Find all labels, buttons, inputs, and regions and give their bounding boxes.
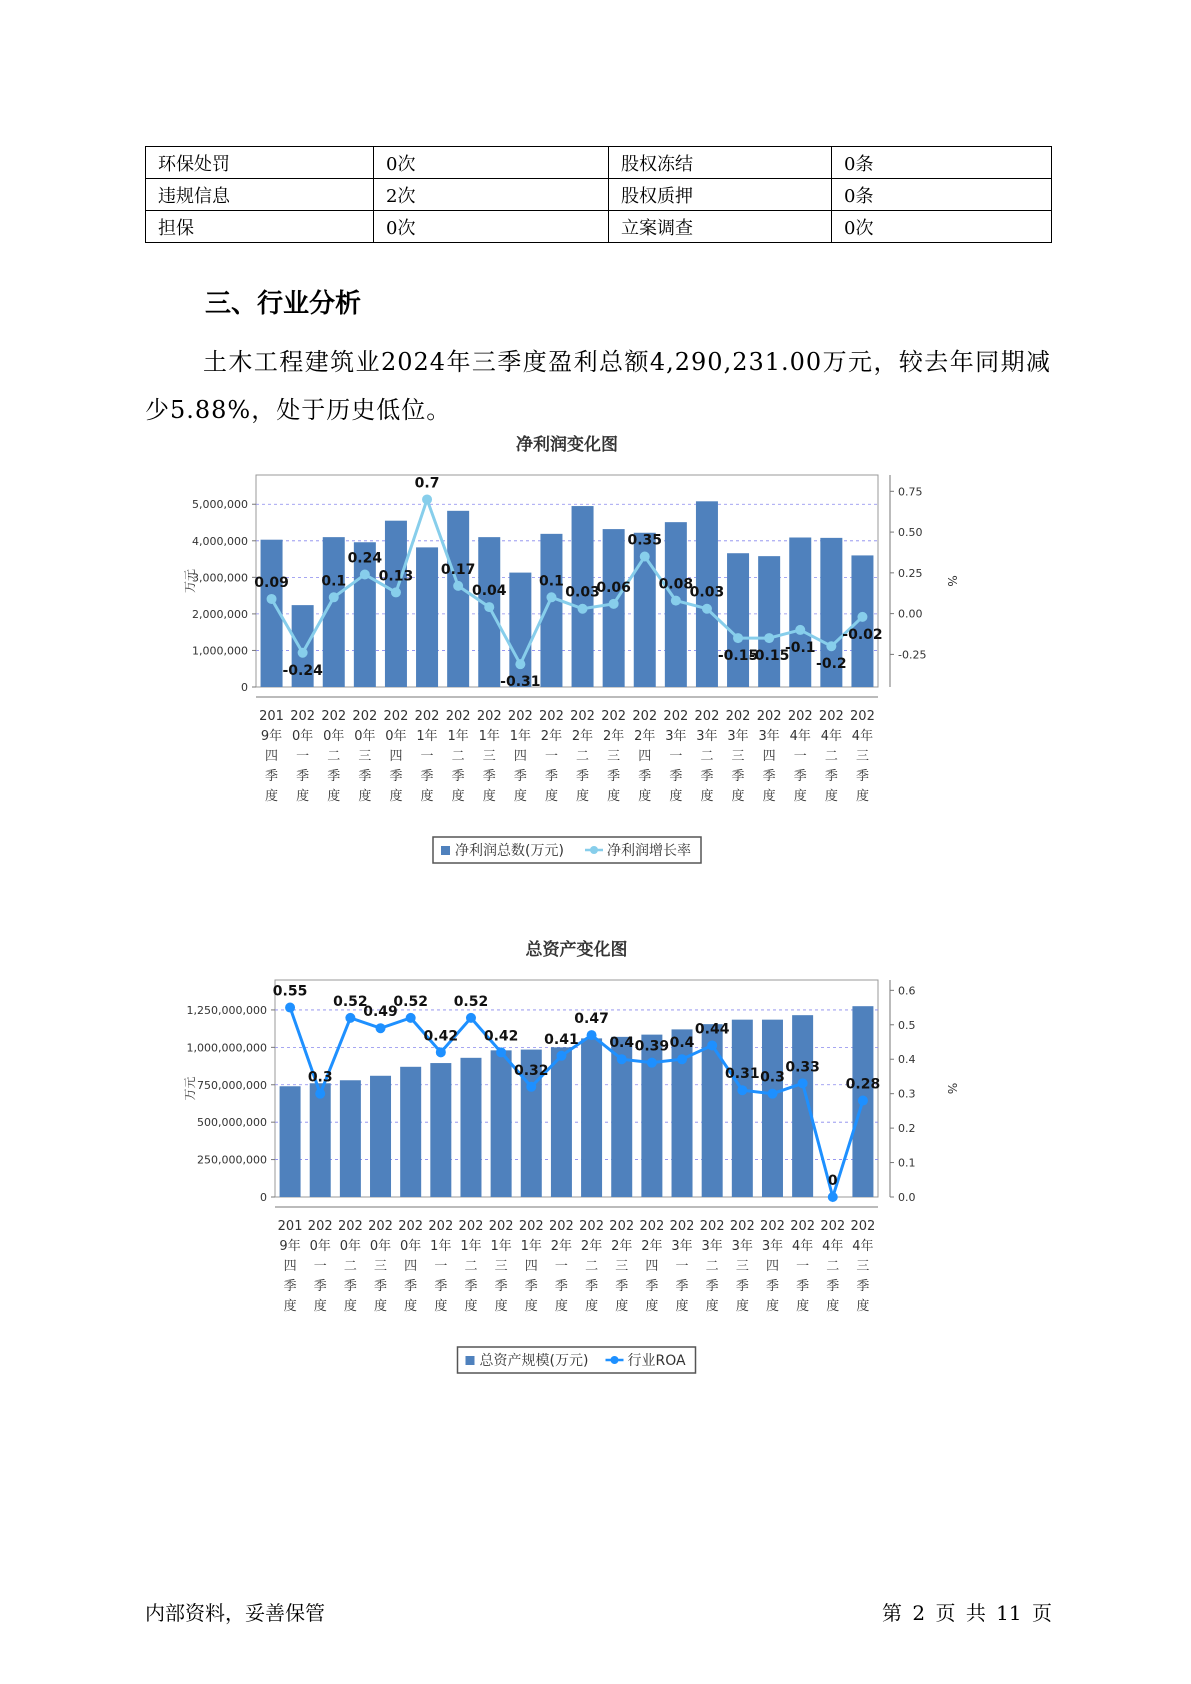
data-label: 0.06 — [596, 579, 631, 596]
data-point — [737, 1085, 747, 1095]
risk-summary-table — [145, 146, 1052, 243]
data-label: 0.31 — [725, 1066, 760, 1083]
x-tick-label: 202 2年一季度 — [539, 709, 564, 804]
y2-tick-label: 0.2 — [898, 1122, 916, 1136]
x-tick-label: 202 2年二季度 — [579, 1219, 604, 1314]
data-point — [857, 612, 867, 622]
y-tick-label: 4,000,000 — [192, 534, 248, 548]
legend-line-marker — [611, 1356, 619, 1364]
data-point — [315, 1089, 325, 1099]
section-heading: 三、行业分析 — [205, 289, 362, 319]
bar — [551, 1047, 572, 1197]
bar — [385, 521, 407, 687]
x-tick-label: 202 3年三季度 — [725, 709, 751, 804]
bar — [509, 573, 531, 687]
data-label: -0.15 — [748, 648, 790, 665]
section-paragraph: 土木工程建筑业2024年三季度盈利总额4,290,231.00万元，较去年同期减少5.88%，处于历史低位。 — [145, 348, 1051, 424]
y2-tick-label: 0.75 — [898, 485, 923, 499]
x-tick-label: 202 3年四季度 — [756, 709, 782, 804]
total-assets-chart-svg — [180, 940, 1000, 1410]
y2-tick-label: 0.6 — [898, 984, 916, 998]
x-tick-label: 202 1年四季度 — [518, 1219, 544, 1314]
data-point — [345, 1013, 355, 1023]
bar — [789, 538, 811, 687]
table-cell-label: 股权质押 — [609, 179, 832, 211]
data-label: 0.39 — [634, 1038, 670, 1055]
net-profit-chart-svg — [180, 435, 1000, 910]
x-tick-label: 202 0年四季度 — [383, 709, 409, 804]
data-label: 0.1 — [539, 573, 564, 590]
data-point — [285, 1003, 295, 1013]
data-point — [764, 633, 774, 643]
x-tick-label: 202 1年三季度 — [488, 1219, 514, 1314]
legend-bar-label: 总资产规模(万元) — [479, 1353, 589, 1369]
data-label: 0.03 — [689, 584, 725, 601]
data-label: 0.04 — [471, 583, 507, 600]
bar — [416, 547, 438, 687]
data-point — [391, 587, 401, 597]
data-point — [329, 592, 339, 602]
y-tick-label: 250,000,000 — [197, 1153, 267, 1167]
x-tick-label: 202 4年三季度 — [850, 709, 875, 804]
y2-tick-label: 0.3 — [898, 1087, 916, 1101]
data-label: 0.47 — [574, 1011, 609, 1028]
x-tick-label: 201 9年四季度 — [277, 1219, 303, 1314]
data-point — [496, 1047, 506, 1057]
table-cell-label: 违规信息 — [146, 179, 374, 211]
y-tick-label: 5,000,000 — [192, 498, 248, 512]
x-tick-label: 202 4年一季度 — [787, 709, 813, 804]
data-label: -0.31 — [500, 674, 541, 691]
data-label: 0.08 — [658, 576, 694, 593]
bar — [430, 1063, 451, 1197]
data-point — [702, 604, 712, 614]
x-tick-label: 201 9年四季度 — [259, 709, 284, 804]
y2-tick-label: 0.50 — [898, 526, 923, 540]
chart-title: 总资产变化图 — [525, 940, 628, 960]
footer-note: 内部资料，妥善保管 — [145, 1601, 325, 1625]
y-axis-label: 万元 — [183, 1076, 197, 1101]
x-tick-label: 202 2年三季度 — [609, 1219, 635, 1314]
data-label: -0.1 — [784, 639, 816, 656]
data-point — [453, 581, 463, 591]
x-tick-label: 202 0年二季度 — [337, 1219, 363, 1314]
x-tick-label: 202 1年四季度 — [507, 709, 533, 804]
y-tick-label: 500,000,000 — [197, 1116, 267, 1130]
data-label: 0.42 — [423, 1028, 459, 1045]
x-tick-label: 202 1年二季度 — [445, 709, 471, 804]
data-point — [826, 641, 836, 651]
data-label: 0.33 — [785, 1059, 820, 1076]
bar — [310, 1083, 331, 1197]
table-cell-value: 0次 — [374, 147, 609, 179]
data-label: -0.24 — [282, 662, 323, 679]
data-label: 0.55 — [272, 983, 308, 1000]
table-cell-value: 0条 — [832, 179, 1052, 211]
x-tick-label: 202 2年三季度 — [601, 709, 627, 804]
data-point — [795, 625, 805, 635]
y2-tick-label: 0.00 — [898, 607, 923, 621]
data-label: 0.4 — [669, 1035, 695, 1052]
x-tick-label: 202 3年二季度 — [694, 709, 720, 804]
y2-tick-label: 0.4 — [898, 1053, 916, 1067]
bar — [732, 1020, 753, 1197]
bar — [762, 1020, 783, 1197]
data-label: 0.44 — [694, 1021, 730, 1038]
x-tick-label: 202 3年二季度 — [699, 1219, 725, 1314]
table-cell-label: 担保 — [146, 211, 374, 243]
y-tick-label: 750,000,000 — [197, 1078, 267, 1092]
bar — [491, 1050, 512, 1197]
y2-tick-label: 0.5 — [898, 1018, 916, 1032]
bar — [280, 1086, 301, 1197]
legend-line-label: 行业ROA — [627, 1353, 686, 1369]
data-label: -0.2 — [816, 656, 847, 673]
legend-bar-swatch — [466, 1356, 475, 1365]
data-label: 0 — [827, 1173, 838, 1189]
x-tick-label: 202 3年一季度 — [663, 709, 689, 804]
data-point — [733, 633, 743, 643]
page-number: 第 2 页 共 11 页 — [882, 1601, 1052, 1625]
x-tick-label: 202 4年一季度 — [790, 1219, 816, 1314]
data-label: 0.09 — [254, 574, 289, 591]
y-tick-label: 1,000,000,000 — [186, 1041, 267, 1055]
data-label: 0.52 — [453, 993, 489, 1010]
y-tick-label: 1,000,000 — [192, 644, 248, 658]
data-point — [436, 1047, 446, 1057]
y2-axis-label: % — [945, 1082, 959, 1095]
table-cell-label: 股权冻结 — [609, 147, 832, 179]
legend-line-label: 净利润增长率 — [607, 843, 691, 859]
data-label: 0.41 — [544, 1031, 579, 1048]
bar — [447, 511, 469, 687]
data-point — [640, 552, 650, 562]
bar — [340, 1080, 361, 1197]
data-point — [828, 1192, 838, 1202]
table-row — [146, 147, 1052, 179]
data-point — [617, 1054, 627, 1064]
data-label: 0.32 — [514, 1062, 549, 1079]
data-label: -0.02 — [842, 626, 883, 643]
data-label: -0.15 — [717, 648, 759, 665]
total-assets-chart — [180, 940, 1000, 1410]
data-point — [609, 599, 619, 609]
y2-axis-label: % — [945, 575, 959, 587]
data-label: 0.3 — [307, 1069, 333, 1086]
table-cell-value: 0条 — [832, 147, 1052, 179]
bar — [581, 1038, 602, 1197]
x-tick-label: 202 0年三季度 — [352, 709, 378, 804]
legend-bar-label: 净利润总数(万元) — [455, 843, 564, 859]
data-point — [376, 1023, 386, 1033]
data-label: 0.03 — [565, 584, 600, 601]
data-point — [707, 1040, 717, 1050]
data-point — [422, 494, 432, 504]
y-tick-label: 0 — [241, 681, 248, 694]
legend-line-marker — [590, 846, 598, 854]
data-point — [515, 659, 525, 669]
y2-tick-label: 0.0 — [898, 1191, 916, 1204]
data-label: 0.24 — [347, 550, 383, 567]
data-label: 0.7 — [414, 475, 440, 492]
y2-tick-label: -0.25 — [898, 648, 927, 662]
x-tick-label: 202 3年三季度 — [729, 1219, 755, 1314]
table-cell-value: 0次 — [832, 211, 1052, 243]
x-tick-label: 202 2年四季度 — [639, 1219, 665, 1314]
y2-tick-label: 0.1 — [898, 1156, 916, 1170]
table-cell-label: 立案调查 — [609, 211, 832, 243]
data-point — [466, 1013, 476, 1023]
x-tick-label: 202 1年二季度 — [458, 1219, 484, 1314]
y-tick-label: 3,000,000 — [192, 571, 248, 585]
data-point — [647, 1058, 657, 1068]
data-label: 0.28 — [845, 1076, 881, 1093]
x-tick-label: 202 1年三季度 — [476, 709, 502, 804]
table-row — [146, 211, 1052, 243]
chart-title: 净利润变化图 — [516, 435, 618, 455]
data-label: 0.52 — [393, 993, 428, 1010]
data-point — [671, 596, 681, 606]
table-cell-label: 环保处罚 — [146, 147, 374, 179]
y-tick-label: 1,250,000,000 — [186, 1003, 267, 1017]
table-cell-value: 2次 — [374, 179, 609, 211]
bar — [370, 1076, 391, 1197]
y-axis-label: 万元 — [183, 568, 197, 594]
data-label: 0.49 — [363, 1004, 398, 1021]
legend-bar-swatch — [441, 846, 450, 855]
x-tick-label: 202 4年二季度 — [818, 709, 844, 804]
data-point — [298, 648, 308, 658]
data-label: 0.4 — [609, 1035, 635, 1052]
x-tick-label: 202 0年二季度 — [321, 709, 347, 804]
data-point — [546, 592, 556, 602]
data-point — [767, 1089, 777, 1099]
x-tick-label: 202 0年一季度 — [290, 709, 316, 804]
x-tick-label: 202 3年一季度 — [669, 1219, 695, 1314]
data-label: 0.13 — [378, 568, 414, 585]
table-cell-value: 0次 — [374, 211, 609, 243]
data-point — [798, 1078, 808, 1088]
data-point — [587, 1030, 597, 1040]
x-tick-label: 202 1年一季度 — [428, 1219, 454, 1314]
net-profit-chart — [180, 435, 1000, 910]
table-row — [146, 179, 1052, 211]
x-tick-label: 202 0年四季度 — [398, 1219, 424, 1314]
y-tick-label: 0 — [260, 1191, 267, 1204]
x-tick-label: 202 1年一季度 — [414, 709, 440, 804]
x-tick-label: 202 2年一季度 — [549, 1219, 574, 1314]
bar — [400, 1067, 421, 1197]
data-label: 0.35 — [627, 532, 663, 549]
data-point — [406, 1013, 416, 1023]
data-point — [484, 602, 494, 612]
x-tick-label: 202 0年三季度 — [368, 1219, 393, 1314]
data-label: 0.3 — [760, 1069, 785, 1086]
bar — [460, 1058, 481, 1197]
y2-tick-label: 0.25 — [898, 566, 923, 580]
bar — [727, 553, 749, 687]
bar — [758, 556, 780, 687]
data-point — [677, 1054, 687, 1064]
data-point — [556, 1051, 566, 1061]
data-point — [526, 1082, 536, 1092]
x-tick-label: 202 3年四季度 — [760, 1219, 785, 1314]
data-point — [578, 604, 588, 614]
data-label: 0.52 — [333, 993, 368, 1010]
x-tick-label: 202 2年二季度 — [570, 709, 595, 804]
data-label: 0.17 — [440, 561, 476, 578]
data-point — [360, 569, 370, 579]
data-label: 0.42 — [483, 1028, 519, 1045]
y-tick-label: 2,000,000 — [192, 607, 248, 621]
data-point — [858, 1096, 868, 1106]
data-label: 0.1 — [321, 573, 347, 590]
x-tick-label: 202 2年四季度 — [632, 709, 658, 804]
x-tick-label: 202 4年二季度 — [820, 1219, 846, 1314]
x-tick-label: 202 0年一季度 — [307, 1219, 333, 1314]
x-tick-label: 202 4年三季度 — [850, 1219, 876, 1314]
data-point — [267, 594, 277, 604]
